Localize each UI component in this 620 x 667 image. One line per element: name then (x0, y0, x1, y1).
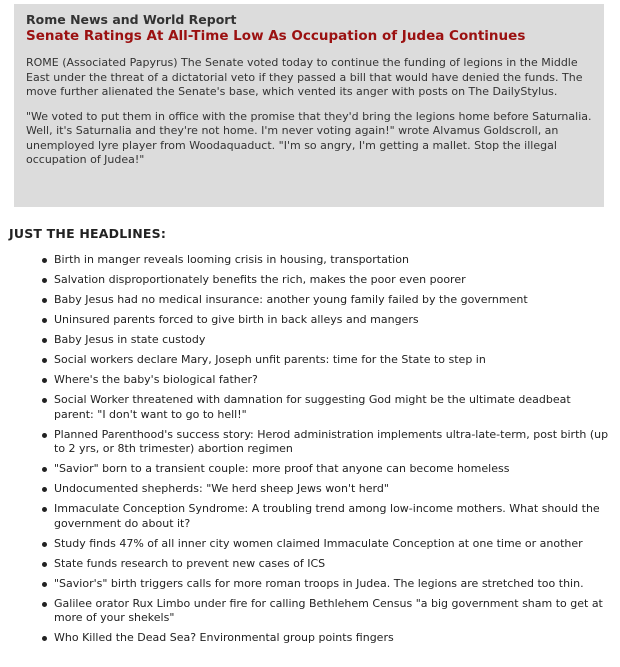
headline-text: Galilee orator Rux Limbo under fire for calling Bethlehem Census "a big government sham to get at more of your shekels" (54, 596, 603, 624)
headline-item (42, 428, 612, 457)
headline-text: State funds research to prevent new cases of ICS (54, 556, 326, 570)
bullet-icon (42, 258, 47, 263)
bullet-icon (42, 487, 47, 492)
headline-text: Baby Jesus in state custody (54, 333, 206, 346)
headline-item (42, 597, 612, 626)
bullet-icon (42, 636, 47, 641)
headline-item (42, 393, 612, 422)
headline-item (42, 293, 612, 308)
headline-text: Where's the baby's biological father? (54, 373, 258, 386)
bullet-icon (42, 507, 47, 512)
article-source: Rome News and World Report (26, 12, 237, 27)
bullet-icon (42, 433, 47, 438)
headline-item (42, 373, 612, 388)
article-paragraph-2: "We voted to put them in office with the promise that they'd bring the legions home before Saturnalia. Well, it's Saturnalia and they're not home. I'm never voting again!" wrote Alvamus Goldscroll, an unemployed lyre player from Woodaquaduct. "I'm so angry, I'm getting a mallet. Stop the illegal occupation of Judea!" (26, 109, 592, 166)
bullet-icon (42, 562, 47, 567)
bullet-icon (42, 542, 47, 547)
headline-text: Who Killed the Dead Sea? Environmental group points fingers (54, 631, 394, 644)
bullet-icon (42, 298, 47, 303)
headline-item (42, 557, 612, 572)
headline-item (42, 253, 612, 268)
bullet-icon (42, 278, 47, 283)
headline-item (42, 537, 612, 552)
headline-item (42, 313, 612, 328)
bullet-icon (42, 398, 47, 403)
bullet-icon (42, 582, 47, 587)
article-paragraph-1: ROME (Associated Papyrus) The Senate voted today to continue the funding of legions in the Middle East under the threat of a dictatorial veto if they passed a bill that would have denied the funds. The move further alienated the Senate's base, which vented its anger with posts on The DailyStylus. (26, 56, 583, 98)
headline-text: Undocumented shepherds: "We herd sheep Jews won't herd" (54, 482, 389, 495)
headline-text: Immaculate Conception Syndrome: A troubling trend among low-income mothers. What should the government do about it? (54, 502, 600, 530)
headline-text: "Savior" born to a transient couple: more proof that anyone can become homeless (54, 462, 510, 475)
article-headline[interactable]: Senate Ratings At All-Time Low As Occupation of Judea Continues (26, 28, 526, 44)
headline-item (42, 631, 612, 646)
headline-item (42, 462, 612, 477)
headline-item (42, 273, 612, 288)
headlines-section-title: JUST THE HEADLINES: (9, 226, 167, 241)
headline-text: "Savior's" birth triggers calls for more roman troops in Judea. The legions are stretched too thin. (54, 576, 584, 590)
headline-text: Birth in manger reveals looming crisis in housing, transportation (54, 253, 409, 266)
bullet-icon (42, 378, 47, 383)
bullet-icon (42, 602, 47, 607)
headline-text: Social Worker threatened with damnation for suggesting God might be the ultimate deadbeat parent: "I don't want to go to hell!" (54, 393, 571, 421)
bullet-icon (42, 338, 47, 343)
bullet-icon (42, 318, 47, 323)
headline-item (42, 333, 612, 348)
headline-text: Study finds 47% of all inner city women claimed Immaculate Conception at one time or another (54, 536, 583, 550)
headline-text: Baby Jesus had no medical insurance: another young family failed by the government (54, 293, 528, 306)
headline-item (42, 482, 612, 497)
article-box (14, 4, 604, 207)
headline-text: Social workers declare Mary, Joseph unfit parents: time for the State to step in (54, 353, 486, 366)
bullet-icon (42, 358, 47, 363)
headline-text: Planned Parenthood's success story: Herod administration implements ultra-late-term, post birth (up to 2 yrs, or 8th trimester) abortion regimen (54, 427, 609, 455)
headline-text: Uninsured parents forced to give birth in back alleys and mangers (54, 313, 419, 326)
headline-item (42, 353, 612, 368)
headlines-list (42, 253, 612, 651)
headline-item (42, 577, 612, 592)
bullet-icon (42, 467, 47, 472)
headline-text: Salvation disproportionately benefits the rich, makes the poor even poorer (54, 273, 466, 286)
headline-item (42, 502, 612, 531)
